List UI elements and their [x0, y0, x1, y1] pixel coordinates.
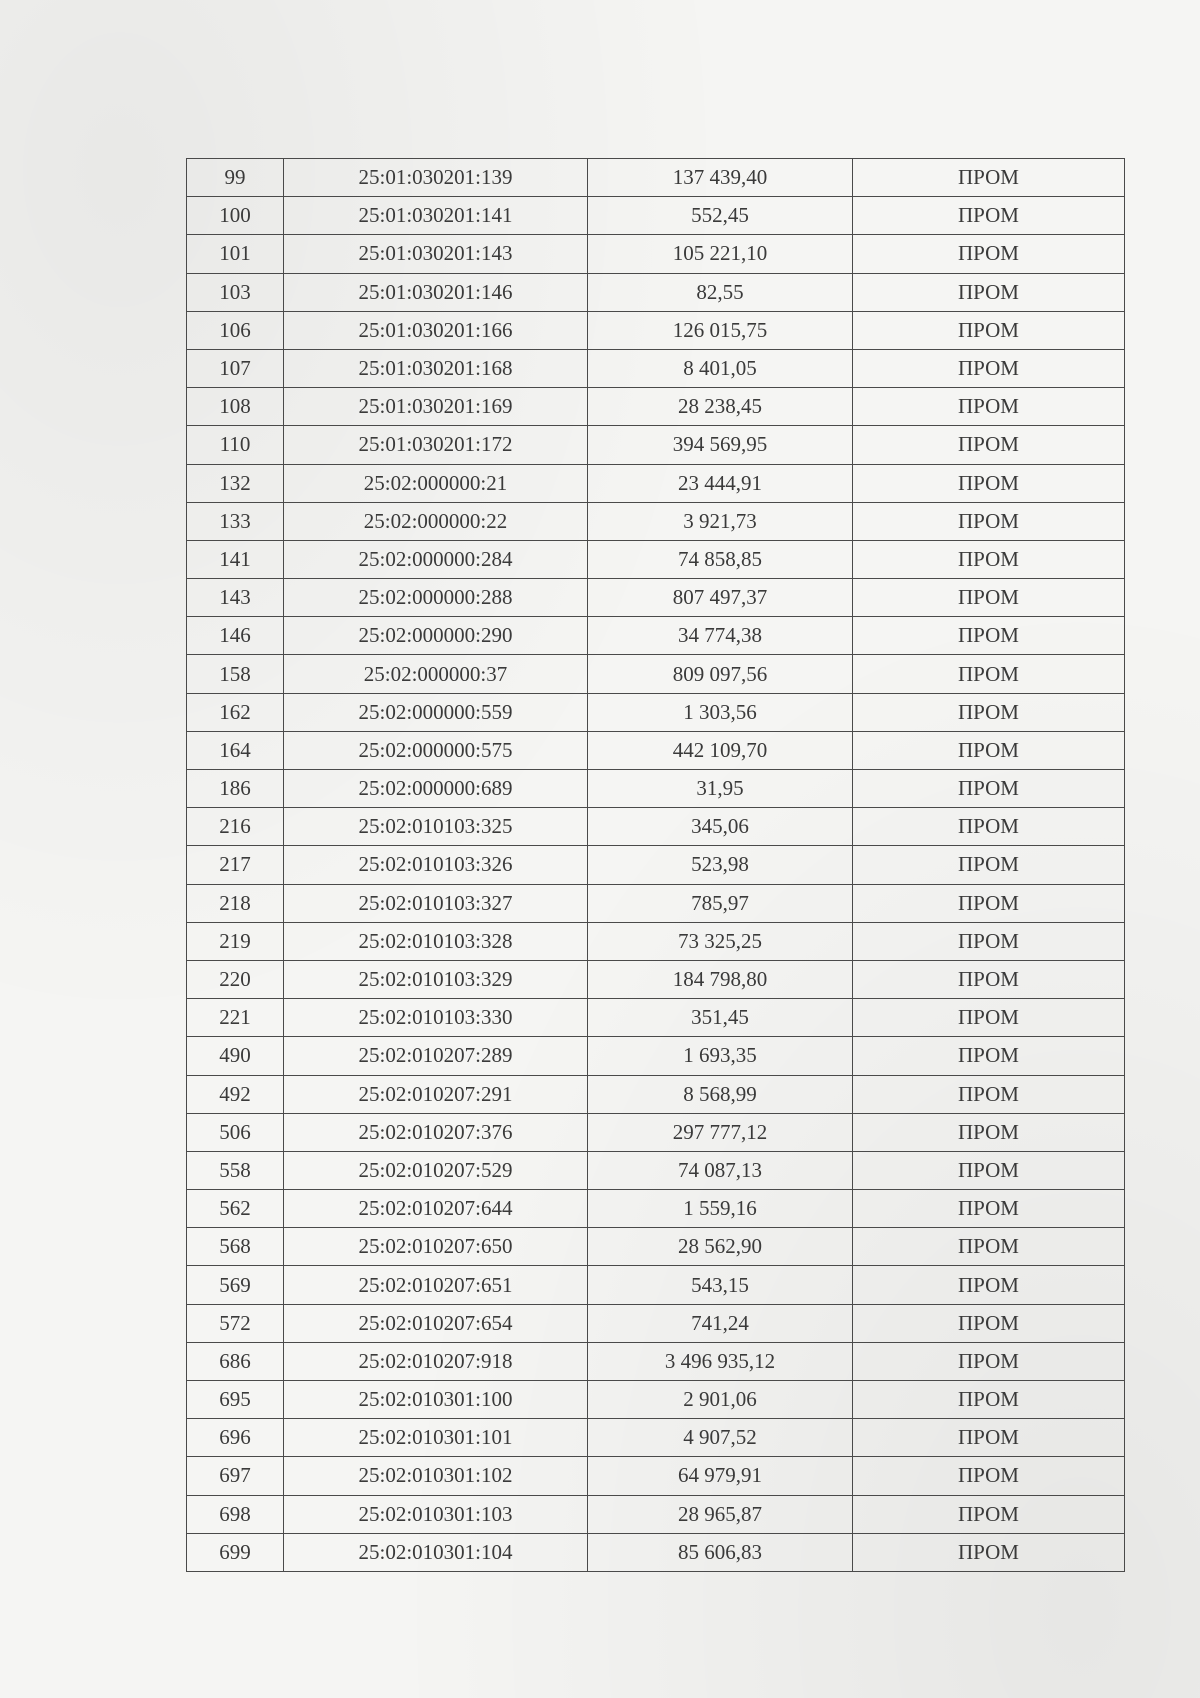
table-row: [187, 693, 1125, 731]
cadastral-number-cell: 25:02:010301:102: [284, 1457, 588, 1495]
table-row: [187, 1419, 1125, 1457]
table-row: [187, 273, 1125, 311]
category-cell: ПРОМ: [853, 1533, 1125, 1571]
cadastral-number-cell: 25:01:030201:141: [284, 197, 588, 235]
table-row: [187, 159, 1125, 197]
category-cell: ПРОМ: [853, 960, 1125, 998]
table-body: [187, 159, 1125, 1572]
table-row: [187, 1037, 1125, 1075]
cadastral-number-cell: 25:01:030201:146: [284, 273, 588, 311]
value-cell: 31,95: [588, 770, 853, 808]
cadastral-number-cell: 25:01:030201:166: [284, 311, 588, 349]
row-number-cell: 141: [187, 540, 284, 578]
row-number-cell: 506: [187, 1113, 284, 1151]
table-row: [187, 426, 1125, 464]
row-number-cell: 107: [187, 349, 284, 387]
value-cell: 351,45: [588, 999, 853, 1037]
value-cell: 2 901,06: [588, 1381, 853, 1419]
cadastral-number-cell: 25:02:010207:291: [284, 1075, 588, 1113]
value-cell: 4 907,52: [588, 1419, 853, 1457]
row-number-cell: 132: [187, 464, 284, 502]
value-cell: 1 303,56: [588, 693, 853, 731]
category-cell: ПРОМ: [853, 311, 1125, 349]
value-cell: 126 015,75: [588, 311, 853, 349]
table-row: [187, 1075, 1125, 1113]
table-row: [187, 1533, 1125, 1571]
category-cell: ПРОМ: [853, 579, 1125, 617]
row-number-cell: 106: [187, 311, 284, 349]
category-cell: ПРОМ: [853, 770, 1125, 808]
value-cell: 34 774,38: [588, 617, 853, 655]
row-number-cell: 133: [187, 502, 284, 540]
table-row: [187, 922, 1125, 960]
cadastral-number-cell: 25:02:000000:22: [284, 502, 588, 540]
value-cell: 82,55: [588, 273, 853, 311]
row-number-cell: 220: [187, 960, 284, 998]
cadastral-number-cell: 25:02:010207:376: [284, 1113, 588, 1151]
value-cell: 741,24: [588, 1304, 853, 1342]
table-row: [187, 808, 1125, 846]
category-cell: ПРОМ: [853, 1457, 1125, 1495]
row-number-cell: 158: [187, 655, 284, 693]
value-cell: 8 568,99: [588, 1075, 853, 1113]
table-row: [187, 1495, 1125, 1533]
table-row: [187, 1342, 1125, 1380]
cadastral-number-cell: 25:02:010301:104: [284, 1533, 588, 1571]
table-row: [187, 311, 1125, 349]
category-cell: ПРОМ: [853, 502, 1125, 540]
cadastral-number-cell: 25:02:010301:100: [284, 1381, 588, 1419]
cadastral-number-cell: 25:02:010207:529: [284, 1151, 588, 1189]
row-number-cell: 103: [187, 273, 284, 311]
cadastral-number-cell: 25:02:010301:103: [284, 1495, 588, 1533]
value-cell: 74 858,85: [588, 540, 853, 578]
category-cell: ПРОМ: [853, 349, 1125, 387]
category-cell: ПРОМ: [853, 1419, 1125, 1457]
category-cell: ПРОМ: [853, 464, 1125, 502]
row-number-cell: 100: [187, 197, 284, 235]
table-row: [187, 999, 1125, 1037]
row-number-cell: 696: [187, 1419, 284, 1457]
table-row: [187, 1381, 1125, 1419]
cadastral-number-cell: 25:02:010207:650: [284, 1228, 588, 1266]
value-cell: 543,15: [588, 1266, 853, 1304]
row-number-cell: 698: [187, 1495, 284, 1533]
value-cell: 184 798,80: [588, 960, 853, 998]
value-cell: 137 439,40: [588, 159, 853, 197]
row-number-cell: 164: [187, 731, 284, 769]
table-row: [187, 770, 1125, 808]
cadastral-number-cell: 25:01:030201:143: [284, 235, 588, 273]
table-row: [187, 731, 1125, 769]
category-cell: ПРОМ: [853, 655, 1125, 693]
value-cell: 23 444,91: [588, 464, 853, 502]
row-number-cell: 569: [187, 1266, 284, 1304]
table-row: [187, 1151, 1125, 1189]
category-cell: ПРОМ: [853, 693, 1125, 731]
row-number-cell: 186: [187, 770, 284, 808]
value-cell: 809 097,56: [588, 655, 853, 693]
category-cell: ПРОМ: [853, 617, 1125, 655]
table-row: [187, 349, 1125, 387]
row-number-cell: 146: [187, 617, 284, 655]
value-cell: 28 562,90: [588, 1228, 853, 1266]
row-number-cell: 558: [187, 1151, 284, 1189]
cadastral-number-cell: 25:02:000000:575: [284, 731, 588, 769]
row-number-cell: 108: [187, 388, 284, 426]
category-cell: ПРОМ: [853, 884, 1125, 922]
value-cell: 74 087,13: [588, 1151, 853, 1189]
category-cell: ПРОМ: [853, 731, 1125, 769]
cadastral-number-cell: 25:02:000000:288: [284, 579, 588, 617]
table-row: [187, 388, 1125, 426]
cadastral-number-cell: 25:02:010207:651: [284, 1266, 588, 1304]
value-cell: 807 497,37: [588, 579, 853, 617]
cadastral-number-cell: 25:02:010207:289: [284, 1037, 588, 1075]
category-cell: ПРОМ: [853, 999, 1125, 1037]
value-cell: 1 559,16: [588, 1190, 853, 1228]
category-cell: ПРОМ: [853, 1037, 1125, 1075]
category-cell: ПРОМ: [853, 388, 1125, 426]
row-number-cell: 695: [187, 1381, 284, 1419]
value-cell: 552,45: [588, 197, 853, 235]
row-number-cell: 490: [187, 1037, 284, 1075]
row-number-cell: 221: [187, 999, 284, 1037]
category-cell: ПРОМ: [853, 1266, 1125, 1304]
category-cell: ПРОМ: [853, 1495, 1125, 1533]
cadastral-number-cell: 25:02:000000:21: [284, 464, 588, 502]
table-row: [187, 197, 1125, 235]
table-row: [187, 1457, 1125, 1495]
value-cell: 3 496 935,12: [588, 1342, 853, 1380]
table-row: [187, 235, 1125, 273]
cadastral-number-cell: 25:02:010103:328: [284, 922, 588, 960]
value-cell: 3 921,73: [588, 502, 853, 540]
value-cell: 64 979,91: [588, 1457, 853, 1495]
category-cell: ПРОМ: [853, 1228, 1125, 1266]
row-number-cell: 218: [187, 884, 284, 922]
cadastral-number-cell: 25:01:030201:168: [284, 349, 588, 387]
category-cell: ПРОМ: [853, 808, 1125, 846]
table-row: [187, 960, 1125, 998]
table-row: [187, 846, 1125, 884]
table-row: [187, 655, 1125, 693]
category-cell: ПРОМ: [853, 1381, 1125, 1419]
table-row: [187, 1304, 1125, 1342]
value-cell: 8 401,05: [588, 349, 853, 387]
value-cell: 85 606,83: [588, 1533, 853, 1571]
cadastral-number-cell: 25:02:010207:644: [284, 1190, 588, 1228]
row-number-cell: 572: [187, 1304, 284, 1342]
row-number-cell: 562: [187, 1190, 284, 1228]
table-row: [187, 884, 1125, 922]
category-cell: ПРОМ: [853, 1342, 1125, 1380]
row-number-cell: 568: [187, 1228, 284, 1266]
row-number-cell: 217: [187, 846, 284, 884]
category-cell: ПРОМ: [853, 273, 1125, 311]
category-cell: ПРОМ: [853, 426, 1125, 464]
row-number-cell: 101: [187, 235, 284, 273]
cadastral-number-cell: 25:02:000000:284: [284, 540, 588, 578]
category-cell: ПРОМ: [853, 1113, 1125, 1151]
table-row: [187, 502, 1125, 540]
land-plot-table: [186, 158, 1125, 1572]
category-cell: ПРОМ: [853, 1190, 1125, 1228]
table-row: [187, 540, 1125, 578]
table-row: [187, 1228, 1125, 1266]
category-cell: ПРОМ: [853, 922, 1125, 960]
category-cell: ПРОМ: [853, 1304, 1125, 1342]
value-cell: 1 693,35: [588, 1037, 853, 1075]
row-number-cell: 219: [187, 922, 284, 960]
row-number-cell: 216: [187, 808, 284, 846]
category-cell: ПРОМ: [853, 540, 1125, 578]
category-cell: ПРОМ: [853, 235, 1125, 273]
cadastral-number-cell: 25:02:000000:37: [284, 655, 588, 693]
table-row: [187, 1266, 1125, 1304]
value-cell: 785,97: [588, 884, 853, 922]
table-row: [187, 1113, 1125, 1151]
cadastral-number-cell: 25:01:030201:169: [284, 388, 588, 426]
row-number-cell: 143: [187, 579, 284, 617]
category-cell: ПРОМ: [853, 159, 1125, 197]
cadastral-number-cell: 25:02:010103:330: [284, 999, 588, 1037]
cadastral-number-cell: 25:02:000000:559: [284, 693, 588, 731]
category-cell: ПРОМ: [853, 1151, 1125, 1189]
value-cell: 345,06: [588, 808, 853, 846]
category-cell: ПРОМ: [853, 1075, 1125, 1113]
row-number-cell: 699: [187, 1533, 284, 1571]
cadastral-number-cell: 25:02:010207:918: [284, 1342, 588, 1380]
table-row: [187, 579, 1125, 617]
row-number-cell: 697: [187, 1457, 284, 1495]
row-number-cell: 110: [187, 426, 284, 464]
value-cell: 297 777,12: [588, 1113, 853, 1151]
value-cell: 523,98: [588, 846, 853, 884]
cadastral-number-cell: 25:02:010103:327: [284, 884, 588, 922]
cadastral-number-cell: 25:02:010103:326: [284, 846, 588, 884]
cadastral-number-cell: 25:01:030201:139: [284, 159, 588, 197]
table-row: [187, 1190, 1125, 1228]
row-number-cell: 686: [187, 1342, 284, 1380]
cadastral-number-cell: 25:02:010207:654: [284, 1304, 588, 1342]
category-cell: ПРОМ: [853, 197, 1125, 235]
value-cell: 394 569,95: [588, 426, 853, 464]
row-number-cell: 99: [187, 159, 284, 197]
table-row: [187, 617, 1125, 655]
row-number-cell: 162: [187, 693, 284, 731]
value-cell: 442 109,70: [588, 731, 853, 769]
table-row: [187, 464, 1125, 502]
cadastral-number-cell: 25:02:010103:325: [284, 808, 588, 846]
cadastral-number-cell: 25:02:010301:101: [284, 1419, 588, 1457]
cadastral-number-cell: 25:02:010103:329: [284, 960, 588, 998]
value-cell: 73 325,25: [588, 922, 853, 960]
category-cell: ПРОМ: [853, 846, 1125, 884]
cadastral-number-cell: 25:02:000000:290: [284, 617, 588, 655]
value-cell: 28 238,45: [588, 388, 853, 426]
value-cell: 28 965,87: [588, 1495, 853, 1533]
value-cell: 105 221,10: [588, 235, 853, 273]
cadastral-number-cell: 25:01:030201:172: [284, 426, 588, 464]
cadastral-number-cell: 25:02:000000:689: [284, 770, 588, 808]
row-number-cell: 492: [187, 1075, 284, 1113]
